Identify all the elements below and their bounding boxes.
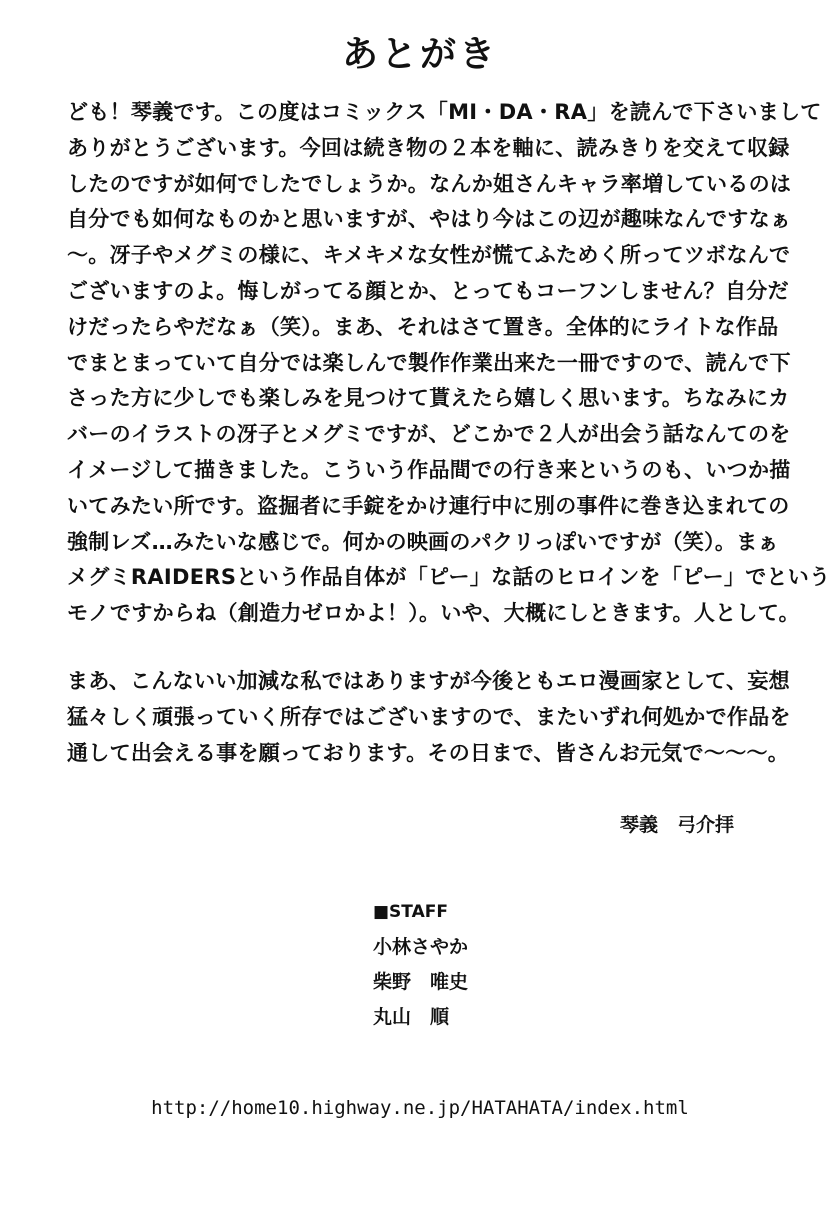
text-line: ～。冴子やメグミの様に、キメキメな女性が慌てふためく所ってツボなんで: [67, 243, 791, 268]
text-line: いてみたい所です。盗掘者に手錠をかけ連行中に別の事件に巻き込まれての: [67, 493, 790, 518]
text-line: 猛々しく頑張っていく所存ではございますので、またいずれ何処かで作品を: [67, 704, 791, 729]
text-line: 通して出会える事を願っております。その日まで、皆さんお元気で～～～。: [67, 740, 790, 765]
text-line: でまとまっていて自分では楽しんで製作作業出来た一冊ですので、読んで下: [67, 350, 791, 375]
text-line: メグミRAIDERSという作品自体が「ピー」な話のヒロインを「ピー」でという: [67, 565, 831, 590]
staff-member: 小林さやか: [373, 936, 469, 958]
signature: 琴義 弓介拝: [620, 814, 735, 836]
text-line: 強制レズ…みたいな感じで。何かの映画のパクリっぽいですが（笑）。まぁ: [67, 529, 779, 554]
text-line: けだったらやだなぁ（笑）。まあ、それはさて置き。全体的にライトな作品: [67, 314, 779, 339]
text-line: まあ、こんないい加減な私ではありますが今後ともエロ漫画家として、妄想: [67, 669, 790, 693]
staff-member: 柴野 唯史: [373, 971, 469, 993]
text-line: 自分でも如何なものかと思いますが、やはり今はこの辺が趣味なんですなぁ: [67, 207, 792, 232]
text-line: したのですが如何でしたでしょうか。なんか姐さんキャラ率増しているのは: [67, 171, 792, 196]
staff-list: [373, 895, 468, 1035]
staff-member: 丸山 順: [373, 1006, 450, 1028]
text-line: モノですからね（創造力ゼロかよ！）。いや、大概にしときます。人として。: [67, 601, 800, 626]
text-line: バーのイラストの冴子とメグミですが、どこかで２人が出会う話なんてのを: [67, 422, 791, 447]
page-title: あとがき: [341, 34, 498, 75]
staff-heading: ■STAFF: [373, 902, 448, 922]
text-line: ども！琴義です。この度はコミックス「MI・DA・RA」を読んで下さいまして: [67, 100, 822, 124]
afterword-paragraph-2: [67, 664, 797, 771]
text-line: ありがとうございます。今回は続き物の２本を軸に、読みきりを交えて収録: [67, 135, 790, 160]
text-line: さった方に少しでも楽しみを見つけて貰えたら嬉しく思います。ちなみにカ: [67, 386, 790, 411]
text-line: イメージして描きました。こういう作品間での行き来というのも、いつか描: [67, 457, 791, 482]
text-line: ございますのよ。悔しがってる顔とか、とってもコーフンしません？自分だ: [67, 278, 789, 303]
website-url: http://home10.highway.ne.jp/HATAHATA/index.html: [151, 1097, 689, 1119]
afterword-paragraph-1: [67, 95, 831, 632]
